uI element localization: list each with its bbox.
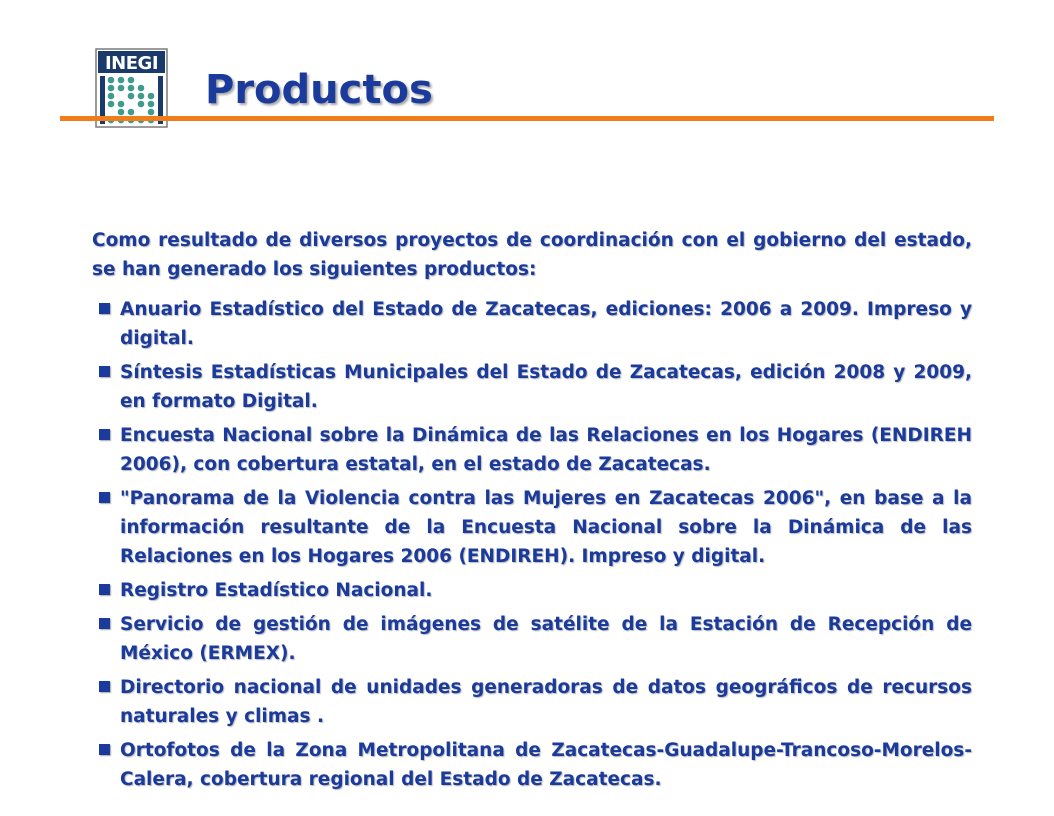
intro-paragraph: Como resultado de diversos proyectos de coordinación con el gobierno del estado, se han generado los siguientes productos: xyxy=(92,230,972,280)
logo-dot xyxy=(128,109,135,116)
logo-dot xyxy=(128,77,135,84)
list-item-text: Encuesta Nacional sobre la Dinámica de las Relaciones en los Hogares (ENDIREH 2006), con cobertura estatal, en el estado de Zacatecas. xyxy=(120,425,972,475)
square-bullet-icon xyxy=(99,744,110,755)
list-item xyxy=(92,295,972,353)
list-item-text: Registro Estadístico Nacional. xyxy=(120,580,433,601)
list-item-text: Servicio de gestión de imágenes de satélite de la Estación de Recepción de México (ERMEX). xyxy=(120,614,972,664)
list-item-text: "Panorama de la Violencia contra las Mujeres en Zacatecas 2006", en base a la información resultante de la Encuesta Nacional sobre la Dinámica de las Relaciones en los Hogares 2006 (ENDIREH). Impreso y digital. xyxy=(120,488,972,567)
square-bullet-icon xyxy=(99,303,110,314)
list-item xyxy=(92,421,972,479)
logo-dot xyxy=(108,93,115,100)
square-bullet-icon xyxy=(99,429,110,440)
logo-dot xyxy=(108,101,115,108)
logo-dot xyxy=(148,109,155,116)
list-item xyxy=(92,358,972,416)
logo-dot xyxy=(148,93,155,100)
page-title: Productos xyxy=(205,67,433,113)
logo-dot xyxy=(128,85,135,92)
list-item xyxy=(92,576,972,605)
logo-dot xyxy=(118,101,125,108)
logo-dot xyxy=(118,85,125,92)
logo-dot xyxy=(138,85,145,92)
logo-dot xyxy=(138,101,145,108)
list-item-text: Directorio nacional de unidades generadoras de datos geográficos de recursos naturales y climas . xyxy=(120,677,972,727)
logo-dot xyxy=(118,109,125,116)
list-item xyxy=(92,736,972,794)
list-item xyxy=(92,610,972,668)
list-item-text: Síntesis Estadísticas Municipales del Estado de Zacatecas, edición 2008 y 2009, en formato Digital. xyxy=(120,362,972,412)
list-item xyxy=(92,484,972,571)
logo-text: INEGI xyxy=(104,53,159,74)
logo-dot xyxy=(108,85,115,92)
logo-dot xyxy=(148,101,155,108)
square-bullet-icon xyxy=(99,618,110,629)
content-body xyxy=(92,226,972,799)
list-item xyxy=(92,673,972,731)
logo-dot xyxy=(118,77,125,84)
title-divider xyxy=(60,116,994,121)
square-bullet-icon xyxy=(99,492,110,503)
square-bullet-icon xyxy=(99,681,110,692)
logo-dot xyxy=(128,93,135,100)
products-list xyxy=(92,295,972,794)
logo-dot xyxy=(108,77,115,84)
list-item-text: Anuario Estadístico del Estado de Zacatecas, ediciones: 2006 a 2009. Impreso y digital. xyxy=(120,299,972,349)
square-bullet-icon xyxy=(99,584,110,595)
logo-dot xyxy=(138,93,145,100)
square-bullet-icon xyxy=(99,366,110,377)
list-item-text: Ortofotos de la Zona Metropolitana de Zacatecas-Guadalupe-Trancoso-Morelos-Calera, cobertura regional del Estado de Zacatecas. xyxy=(120,740,972,790)
